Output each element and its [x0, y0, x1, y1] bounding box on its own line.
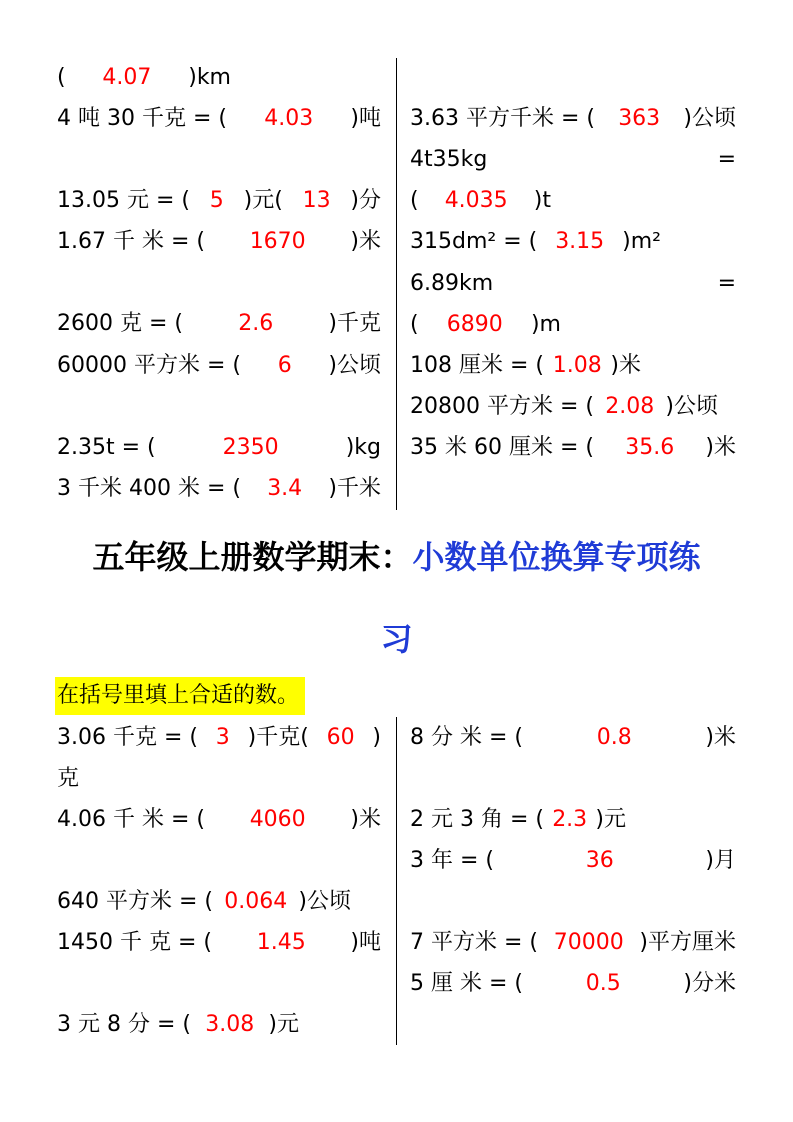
answer: 35.6: [625, 435, 675, 460]
s1-left-row-7: [57, 346, 381, 386]
s1-left-row-3: [57, 181, 381, 221]
row-prefix: 20800 平方米 = (: [410, 394, 594, 419]
row-suffix: )kg: [345, 435, 381, 460]
row-suffix: )平方厘米: [639, 930, 736, 955]
s1-right-row-5: [410, 305, 736, 345]
row-prefix: 2 元 3 角 = (: [410, 807, 544, 832]
s1-left-row-0: [57, 58, 381, 98]
s1-right-row-8: [410, 428, 736, 468]
row-prefix: 3 千米 400 米 = (: [57, 476, 241, 501]
answer: 1.45: [256, 930, 306, 955]
answer: 0.064: [224, 889, 288, 914]
row-suffix: )分: [350, 188, 381, 213]
row-suffix: )m: [530, 312, 561, 337]
answer: 363: [618, 106, 661, 131]
row-suffix: )吨: [350, 106, 381, 131]
answer-2: 60: [326, 725, 355, 750]
row-suffix: )公顷: [683, 106, 736, 131]
answer: 70000: [553, 930, 624, 955]
row-prefix: 4 吨 30 千克 = (: [57, 106, 227, 131]
answer: 0.5: [585, 971, 621, 996]
row-suffix: )t: [533, 188, 551, 213]
row-suffix: )千米: [328, 476, 381, 501]
s1-left-row-6: [57, 304, 381, 344]
s2-right-row-0: [410, 718, 736, 758]
row-suffix: ): [372, 725, 381, 750]
row-prefix: 108 厘米 = (: [410, 353, 544, 378]
row-middle: )元(: [243, 188, 283, 213]
row-prefix: 5 厘 米 = (: [410, 971, 523, 996]
row-middle: )千克(: [247, 725, 309, 750]
row-prefix: 3.63 平方千米 = (: [410, 106, 595, 131]
column-divider: [396, 58, 397, 510]
s1-right-row-2: [410, 181, 736, 221]
answer: 36: [585, 848, 614, 873]
row-suffix: =: [717, 271, 736, 296]
s2-left-row-7: [57, 1005, 381, 1045]
answer: 4.035: [444, 188, 508, 213]
answer-2: 13: [302, 188, 331, 213]
row-suffix: )吨: [350, 930, 381, 955]
answer: 0.8: [596, 725, 632, 750]
s1-left-row-10: [57, 469, 381, 509]
row-prefix: 3 元 8 分 = (: [57, 1012, 191, 1037]
row-suffix: )m²: [622, 229, 661, 254]
row-prefix: 315dm² = (: [410, 229, 538, 254]
title-part-3: 习: [380, 620, 413, 658]
row-suffix: )分米: [683, 971, 736, 996]
s2-left-row-2: [57, 800, 381, 840]
row-prefix: 1.67 千 米 = (: [57, 229, 205, 254]
answer: 2.3: [552, 807, 588, 832]
row-prefix: 35 米 60 厘米 = (: [410, 435, 594, 460]
s1-left-row-4: [57, 222, 381, 262]
row-prefix: 2.35t = (: [57, 435, 156, 460]
s2-left-row-1: [57, 759, 381, 799]
s2-left-row-4: [57, 882, 381, 922]
answer: 5: [209, 188, 224, 213]
row-prefix: (: [410, 188, 419, 213]
title-part-2: 小数单位换算专项练: [412, 538, 701, 576]
row-prefix: (: [57, 65, 66, 90]
answer: 1670: [249, 229, 306, 254]
s1-left-row-1: [57, 99, 381, 139]
row-suffix: )米: [705, 435, 736, 460]
s1-right-row-0: [410, 99, 736, 139]
s2-right-row-2: [410, 800, 736, 840]
s2-right-row-6: [410, 964, 736, 1004]
row-suffix: )月: [705, 848, 736, 873]
s1-left-row-9: [57, 428, 381, 468]
answer: 1.08: [552, 353, 602, 378]
answer: 4060: [249, 807, 306, 832]
row-prefix: 4.06 千 米 = (: [57, 807, 205, 832]
row-suffix: )千克: [328, 311, 381, 336]
answer: 2350: [222, 435, 279, 460]
row-suffix: )公顷: [298, 889, 351, 914]
answer: 3.08: [205, 1012, 255, 1037]
row-prefix: 4t35kg: [410, 147, 488, 172]
row-suffix: =: [717, 147, 736, 172]
page-title: [0, 532, 793, 582]
row-prefix: (: [410, 312, 419, 337]
row-prefix: 2600 克 = (: [57, 311, 183, 336]
row-suffix: )米: [610, 353, 641, 378]
row-prefix: 7 平方米 = (: [410, 930, 538, 955]
row-prefix: 1450 千 克 = (: [57, 930, 212, 955]
s2-left-row-0: [57, 718, 381, 758]
instruction-banner: 在括号里填上合适的数。: [55, 677, 305, 715]
row-suffix: )米: [705, 725, 736, 750]
title-part-1: 五年级上册数学期末：: [92, 538, 413, 576]
s2-right-row-3: [410, 841, 736, 881]
s2-left-row-5: [57, 923, 381, 963]
answer: 6890: [446, 312, 503, 337]
s1-right-row-6: [410, 346, 736, 386]
s1-right-row-1: [410, 140, 736, 180]
answer: 3.4: [267, 476, 303, 501]
row-prefix: 8 分 米 = (: [410, 725, 523, 750]
answer: 2.08: [605, 394, 655, 419]
row-suffix: )米: [350, 229, 381, 254]
s1-right-row-3: [410, 222, 736, 262]
s2-right-row-5: [410, 923, 736, 963]
row-prefix: 3.06 千克 = (: [57, 725, 198, 750]
row-prefix: 6.89km: [410, 271, 494, 296]
s1-right-row-7: [410, 387, 736, 427]
row-prefix: 60000 平方米 = (: [57, 353, 241, 378]
row-suffix: )公顷: [665, 394, 718, 419]
row-prefix: 3 年 = (: [410, 848, 494, 873]
row-suffix: )米: [350, 807, 381, 832]
row-prefix: 克: [57, 766, 80, 791]
row-suffix: )元: [268, 1012, 299, 1037]
s1-right-row-4: [410, 264, 736, 304]
answer: 4.03: [264, 106, 314, 131]
row-suffix: )km: [188, 65, 231, 90]
answer: 2.6: [238, 311, 274, 336]
row-prefix: 13.05 元 = (: [57, 188, 190, 213]
row-prefix: 640 平方米 = (: [57, 889, 213, 914]
column-divider-2: [396, 717, 397, 1045]
page-title-continued: [0, 614, 793, 664]
row-suffix: )元: [595, 807, 626, 832]
answer: 6: [277, 353, 292, 378]
answer: 3: [215, 725, 230, 750]
answer: 3.15: [555, 229, 605, 254]
answer: 4.07: [102, 65, 152, 90]
row-suffix: )公顷: [328, 353, 381, 378]
